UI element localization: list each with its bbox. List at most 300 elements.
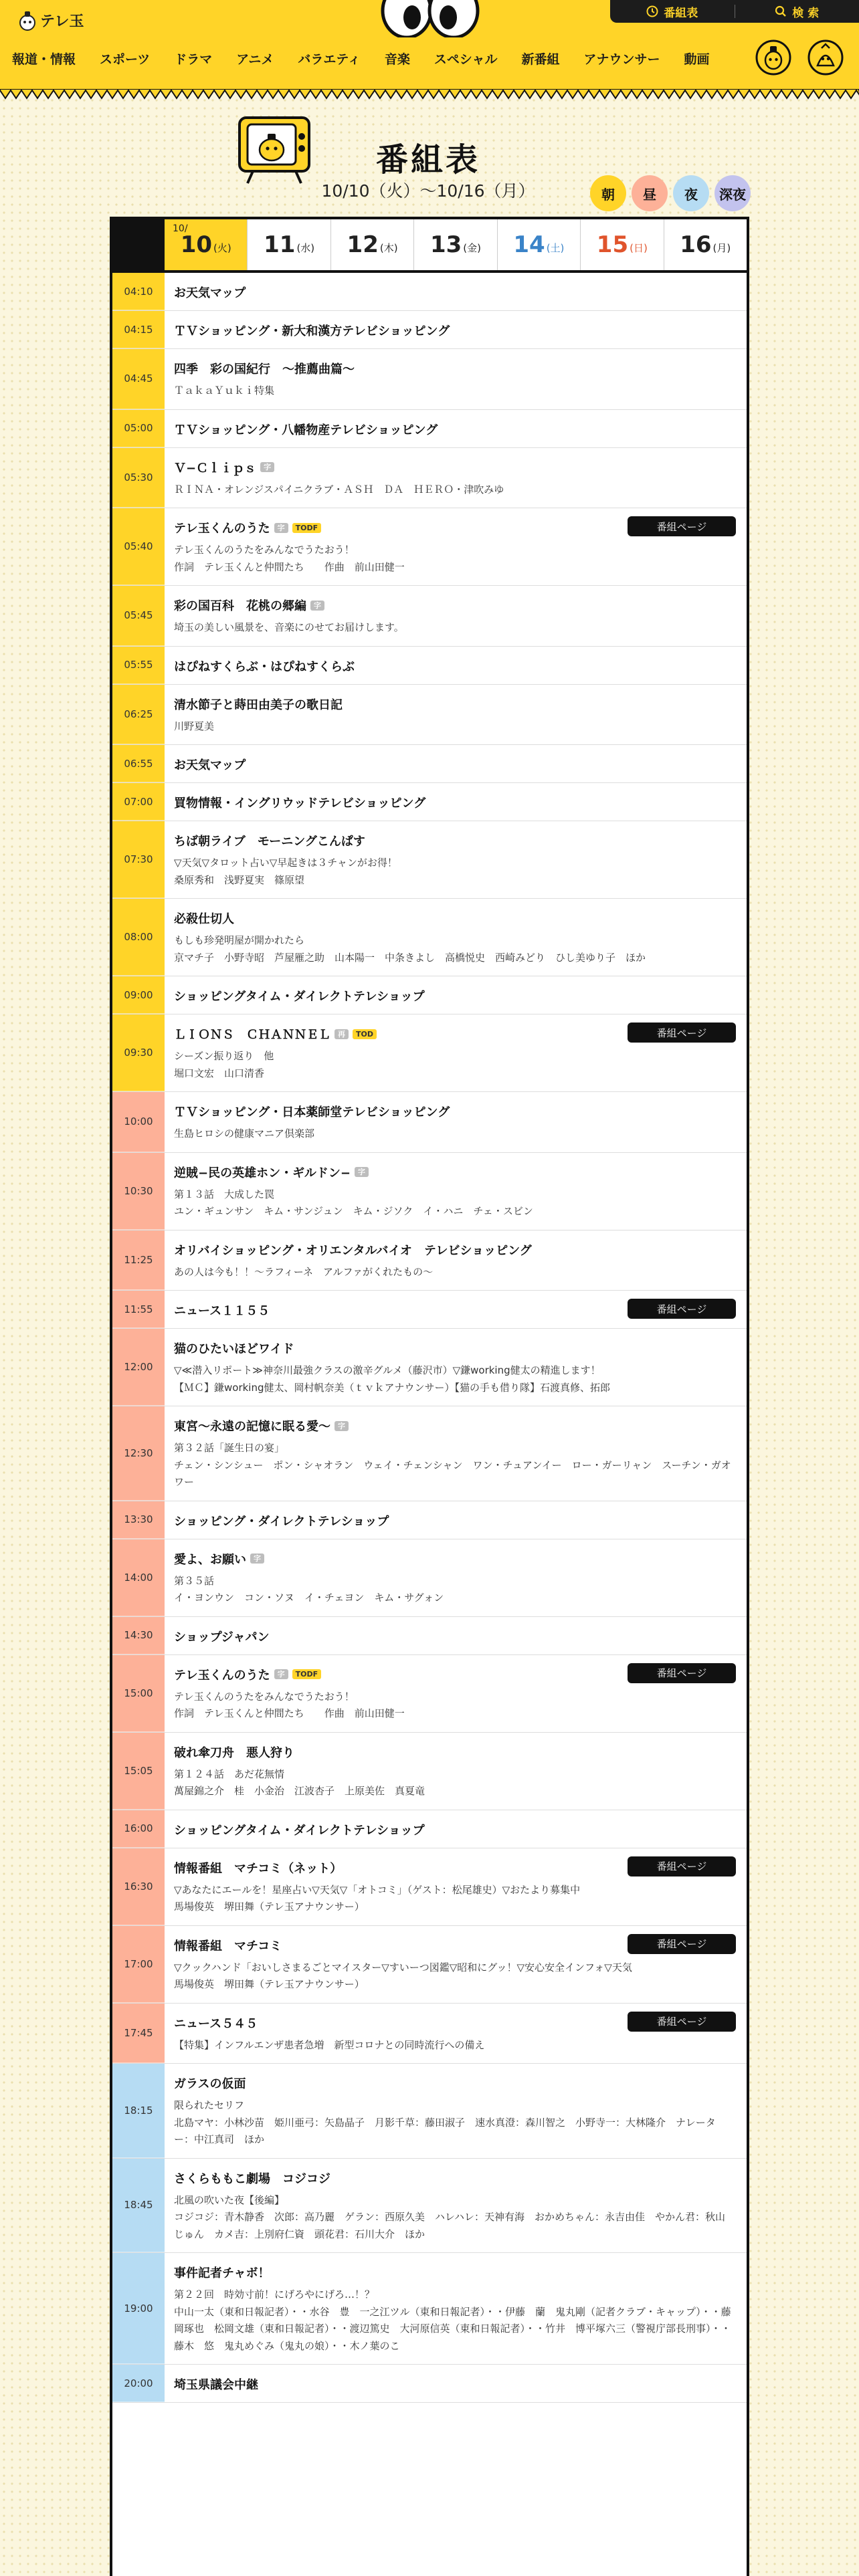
program-cell[interactable] <box>165 685 747 745</box>
program-title[interactable] <box>174 1550 735 1568</box>
day-tab-date: 14 <box>513 231 545 258</box>
day-tab-list <box>165 219 747 270</box>
program-cell[interactable] <box>165 745 747 782</box>
tv-mascot-illustration <box>235 114 313 186</box>
program-row <box>112 899 747 976</box>
day-tab-weekday: (土) <box>546 241 565 254</box>
program-cell[interactable] <box>165 311 747 348</box>
site-logo[interactable] <box>19 9 84 31</box>
program-title[interactable] <box>174 1103 735 1120</box>
program-cell[interactable] <box>165 1329 747 1406</box>
program-row <box>112 783 747 821</box>
program-title-text: ＴＶショッピング・新大和漢方テレビショッピング <box>174 324 450 338</box>
program-time: 10:30 <box>112 1153 165 1230</box>
program-title[interactable] <box>174 360 735 377</box>
program-row <box>112 1014 747 1092</box>
program-description-line: 馬場俊英 堺田舞（テレ玉アナウンサー） <box>174 1978 365 1990</box>
day-tab-date: 16 <box>680 231 712 258</box>
program-row <box>112 1092 747 1153</box>
program-badge: TODF <box>292 523 322 533</box>
program-time: 04:15 <box>112 311 165 348</box>
program-title-text: お天気マップ <box>174 758 246 772</box>
nav-news[interactable]: 報道・情報 <box>12 52 76 67</box>
program-row <box>112 1329 747 1406</box>
program-page-button[interactable]: 番組ページ <box>628 1299 736 1319</box>
program-time: 15:05 <box>112 1733 165 1810</box>
program-time: 09:00 <box>112 976 165 1014</box>
program-badge: 字 <box>274 523 288 533</box>
program-title-text: 情報番組 マチコミ <box>174 1939 282 1953</box>
day-tab-month: 10/ <box>173 223 188 234</box>
program-description-line: 馬場俊英 堺田舞（テレ玉アナウンサー） <box>174 1901 365 1913</box>
day-tab[interactable] <box>664 219 747 270</box>
program-description-line: 桑原秀和 浅野夏実 篠原望 <box>174 873 305 886</box>
program-description-line: 萬屋錦之介 桂 小金治 江波杏子 上原美佐 真夏竜 <box>174 1785 425 1797</box>
program-cell[interactable] <box>165 2365 747 2402</box>
mascot-badge-icon[interactable] <box>755 39 792 76</box>
program-cell[interactable] <box>165 1230 747 1291</box>
program-cell[interactable] <box>165 1406 747 1501</box>
program-row <box>112 349 747 410</box>
program-title[interactable] <box>174 909 735 927</box>
schedule-button-label: 番組表 <box>664 6 698 20</box>
time-period-legend <box>590 175 751 211</box>
program-title-text: 事件記者チャボ！ <box>174 2266 270 2280</box>
program-cell[interactable] <box>165 899 747 976</box>
program-row <box>112 2365 747 2403</box>
program-description-line: 中山一太（東和日報記者）・・水谷 豊 一之江ツル（東和日報記者）・・伊藤 蘭 鬼丸剛（記者クラブ・キャップ）・・藤岡琢也 松岡文雄（東和日報記者）・・渡辺篤史 大河原信英（東和日報記者）・・竹井 博平塚六三（警視庁部長刑事）・・藤木 悠 鬼丸めぐみ（鬼丸の娘）・・木ノ葉のこ <box>174 2305 731 2352</box>
program-title[interactable] <box>174 756 735 773</box>
program-page-button[interactable]: 番組ページ <box>628 2012 736 2032</box>
program-row <box>112 1733 747 1810</box>
program-title[interactable] <box>174 695 735 713</box>
program-description-line: もしも珍発明屋が開かれたら <box>174 934 305 946</box>
program-title-text: 東宮〜永遠の記憶に眠る愛〜 <box>174 1420 330 1434</box>
search-button-label: 検 索 <box>792 6 820 20</box>
program-badge: 再 <box>335 1029 349 1039</box>
program-title[interactable] <box>174 794 735 811</box>
program-description <box>174 2097 735 2149</box>
program-cell[interactable] <box>165 2159 747 2253</box>
program-time: 12:30 <box>112 1406 165 1501</box>
program-title-text: ガラスの仮面 <box>174 2077 246 2091</box>
program-cell[interactable] <box>165 349 747 409</box>
program-description <box>174 481 735 499</box>
program-title-text: テレ玉くんのうた <box>174 1668 270 1683</box>
program-title-text: 破れ傘刀舟 悪人狩り <box>174 1745 294 1760</box>
program-title[interactable] <box>174 284 735 301</box>
day-tab-date: 13 <box>430 231 462 258</box>
program-row <box>112 1848 747 1926</box>
nav-icon-group <box>755 39 844 76</box>
day-tab-date: 12 <box>347 231 379 258</box>
program-time: 04:10 <box>112 273 165 310</box>
program-description-line: 川野夏美 <box>174 720 215 732</box>
program-row <box>112 976 747 1014</box>
day-tab-date: 11 <box>264 231 296 258</box>
program-row <box>112 508 747 586</box>
program-description-line: 埼玉の美しい風景を、音楽にのせてお届けします。 <box>174 621 404 633</box>
program-title-text: ＴＶショッピング・日本薬師堂テレビショッピング <box>174 1105 450 1119</box>
program-badge: TODF <box>292 1669 322 1679</box>
nav-announcers[interactable]: アナウンサー <box>583 52 660 67</box>
program-description-line: 第３２話「誕生日の宴」 <box>174 1442 285 1454</box>
program-title-text: テレ玉くんのうた <box>174 522 270 536</box>
program-description <box>174 383 735 400</box>
program-title-text: 情報番組 マチコミ（ネット） <box>174 1861 343 1876</box>
program-description-line: 京マチ子 小野寺昭 芦屋雁之助 山本陽一 中条きよし 高橋悦史 西崎みどり ひし美ゆり子 ほか <box>174 951 646 964</box>
legend-late-night[interactable]: 深夜 <box>714 175 751 211</box>
program-cell[interactable] <box>165 1848 747 1925</box>
program-time: 05:45 <box>112 586 165 646</box>
program-title[interactable] <box>174 421 735 438</box>
program-cell[interactable] <box>165 1926 747 2003</box>
program-row <box>112 273 747 311</box>
program-description <box>174 619 735 637</box>
program-description-line: 作詞 テレ玉くんと仲間たち 作曲 前山田健一 <box>174 1707 405 1719</box>
program-description <box>174 1766 735 1800</box>
program-title-text: はぴねすくらぶ・はぴねすくらぶ <box>174 659 355 674</box>
day-tab-weekday: (木) <box>379 241 398 254</box>
program-cell[interactable] <box>165 976 747 1014</box>
program-row <box>112 2064 747 2159</box>
program-cell[interactable] <box>165 821 747 898</box>
program-title[interactable] <box>174 597 735 614</box>
program-description-line: テレ玉くんのうたをみんなでうたおう！ <box>174 1690 355 1703</box>
logo-mascot-icon <box>19 9 36 31</box>
program-time: 07:00 <box>112 783 165 821</box>
legend-daytime[interactable]: 昼 <box>632 175 668 211</box>
day-tabs-corner <box>112 219 165 270</box>
day-tab-weekday: (日) <box>630 241 648 254</box>
program-time: 16:30 <box>112 1848 165 1925</box>
program-description-line: 作詞 テレ玉くんと仲間たち 作曲 前山田健一 <box>174 560 405 573</box>
program-description <box>174 1689 735 1723</box>
program-title[interactable] <box>174 2169 735 2187</box>
program-title-text: 必殺仕切人 <box>174 912 234 926</box>
program-description <box>174 1440 735 1491</box>
program-time: 06:25 <box>112 685 165 745</box>
program-row <box>112 1153 747 1230</box>
program-title-text: ニュース１１５５ <box>174 1304 270 1318</box>
program-row <box>112 2004 747 2064</box>
program-badge: 字 <box>335 1421 349 1431</box>
program-title[interactable] <box>174 2375 735 2393</box>
program-page-button[interactable]: 番組ページ <box>628 1663 736 1683</box>
program-description <box>174 1882 735 1916</box>
program-row <box>112 685 747 746</box>
program-time: 09:30 <box>112 1014 165 1091</box>
program-cell[interactable] <box>165 1810 747 1848</box>
day-tab[interactable] <box>247 219 330 270</box>
program-title[interactable] <box>174 1164 735 1181</box>
program-title[interactable] <box>174 832 735 849</box>
program-description <box>174 1125 735 1143</box>
program-cell[interactable] <box>165 410 747 447</box>
program-time: 18:45 <box>112 2159 165 2253</box>
program-title-text: さくらももこ劇場 コジコジ <box>174 2171 330 2186</box>
program-title-text: お天気マップ <box>174 286 246 300</box>
program-title[interactable] <box>174 1417 735 1434</box>
day-tabs <box>112 219 747 273</box>
day-tab-weekday: (水) <box>296 241 315 254</box>
program-time: 08:00 <box>112 899 165 976</box>
day-tab[interactable] <box>497 219 580 270</box>
program-description-line: イ・ヨンウン コン・ソヌ イ・チェヨン キム・サグォン <box>174 1592 444 1604</box>
program-cell[interactable] <box>165 1092 747 1152</box>
program-row <box>112 2159 747 2254</box>
schedule-table <box>110 217 749 2576</box>
program-title-text: 愛よ、お願い <box>174 1552 246 1567</box>
program-time: 16:00 <box>112 1810 165 1848</box>
program-title[interactable] <box>174 1512 735 1529</box>
program-badge: 字 <box>260 462 274 472</box>
program-row <box>112 1501 747 1539</box>
legend-evening[interactable]: 夜 <box>673 175 709 211</box>
program-description <box>174 2192 735 2244</box>
program-row <box>112 1406 747 1501</box>
program-description <box>174 1264 735 1281</box>
program-badge: 字 <box>355 1167 369 1177</box>
day-tab[interactable] <box>165 219 247 270</box>
page-title: 番組表 <box>375 141 480 179</box>
schedule-button[interactable] <box>610 3 735 20</box>
program-description <box>174 1959 735 1994</box>
program-title[interactable] <box>174 459 735 476</box>
program-list <box>112 273 747 2403</box>
program-title[interactable] <box>174 1743 735 1761</box>
program-title[interactable] <box>174 1821 735 1838</box>
program-description-line: 生島ヒロシの健康マニア倶楽部 <box>174 1128 315 1140</box>
program-row <box>112 1655 747 1733</box>
program-description-line: シーズン振り返り 他 <box>174 1050 274 1062</box>
program-time: 12:00 <box>112 1329 165 1406</box>
program-title[interactable] <box>174 987 735 1004</box>
program-row <box>112 1230 747 1291</box>
program-time: 18:15 <box>112 2064 165 2158</box>
day-tab-weekday: (月) <box>712 241 731 254</box>
program-description-line: あの人は今も！！〜ラフィーネ アルファがくれたもの〜 <box>174 1265 434 1278</box>
program-description-line: 北風の吹いた夜【後編】 <box>174 2193 285 2206</box>
program-description-line: 第３５話 <box>174 1574 215 1587</box>
nav-special[interactable]: スペシャル <box>434 52 498 67</box>
program-row <box>112 586 747 647</box>
header-zigzag-border <box>0 89 859 101</box>
program-title[interactable] <box>174 2264 735 2281</box>
program-page-button[interactable]: 番組ページ <box>628 1856 736 1876</box>
program-row <box>112 448 747 509</box>
nav-sports[interactable]: スポーツ <box>100 52 151 67</box>
program-cell[interactable] <box>165 2064 747 2158</box>
program-description-line: 北島マヤ：小林沙苗 姫川亜弓：矢島晶子 月影千草：藤田淑子 速水真澄：森川智之 小野寺一：大林隆介 ナレーター：中江真司 ほか <box>174 2116 716 2145</box>
program-title-text: オリバイショッピング・オリエンタルバイオ テレビショッピング <box>174 1243 532 1258</box>
program-cell[interactable] <box>165 1153 747 1230</box>
program-row <box>112 745 747 783</box>
program-title[interactable] <box>174 1628 735 1645</box>
logo-text: テレ玉 <box>40 13 84 30</box>
program-description-line: ユン・ギュンサン キム・サンジュン キム・ジソク イ・ハニ チェ・スビン <box>174 1205 533 1217</box>
program-time: 10:00 <box>112 1092 165 1152</box>
program-title[interactable] <box>174 1241 735 1259</box>
program-description <box>174 1573 735 1607</box>
program-time: 17:00 <box>112 1926 165 2003</box>
nav-new-programs[interactable]: 新番組 <box>521 52 560 67</box>
day-tab-date: 10 <box>180 231 213 258</box>
program-cell[interactable] <box>165 508 747 585</box>
program-cell[interactable] <box>165 1539 747 1616</box>
program-cell[interactable] <box>165 1655 747 1732</box>
program-description-line: チェン・シンシュー ポン・シャオラン ウェイ・チェンシャン ワン・チュアンイー ロー・ガーリャン スーチン・ガオワー <box>174 1459 731 1488</box>
program-description-line: ▽天気▽タロット占い▽早起きは３チャンがお得！ <box>174 857 397 869</box>
program-page-button[interactable]: 番組ページ <box>628 1023 736 1043</box>
program-description-line: ＲＩＮＡ・オレンジスパイニクラブ・ＡＳＨ ＤＡ ＨＥＲＯ・津吹みゆ <box>174 483 504 496</box>
nav-anime[interactable]: アニメ <box>236 52 274 67</box>
program-title-text: ショッピング・ダイレクトテレショップ <box>174 1514 389 1529</box>
nav-variety[interactable]: バラエティ <box>298 52 361 67</box>
program-description-line: ▽≪潜入リポート≫神奈川最強クラスの激辛グルメ（藤沢市）▽鎌working健太の精進します！ <box>174 1364 601 1376</box>
program-cell[interactable] <box>165 647 747 684</box>
top-buttons <box>610 0 859 23</box>
nav-music[interactable]: 音楽 <box>384 52 410 67</box>
main-nav <box>12 49 734 68</box>
site-header <box>0 0 859 90</box>
program-description <box>174 718 735 736</box>
program-description-line: 【特集】インフルエンザ患者急増 新型コロナとの同時流行への備え <box>174 2038 485 2051</box>
day-tab[interactable] <box>413 219 496 270</box>
program-description-line: テレ玉くんのうたをみんなでうたおう！ <box>174 544 355 556</box>
program-time: 05:30 <box>112 448 165 508</box>
program-description <box>174 542 735 576</box>
program-title[interactable] <box>174 657 735 675</box>
program-badge: TOD <box>353 1029 377 1039</box>
program-time: 11:55 <box>112 1291 165 1328</box>
program-time: 05:00 <box>112 410 165 447</box>
program-description-line: コジコジ：青木静香 次郎：高乃麗 ゲラン：西原久美 ハレハレ：天神有海 おかめちゃん：永吉由佳 やかん君：秋山じゅん カメ吉：上別府仁資 頭花君：石川大介 ほか <box>174 2211 725 2240</box>
program-time: 13:30 <box>112 1501 165 1539</box>
program-description <box>174 1362 735 1396</box>
search-button[interactable] <box>735 3 859 20</box>
clock-icon <box>646 5 658 17</box>
program-row <box>112 1291 747 1329</box>
program-time: 06:55 <box>112 745 165 782</box>
program-title-text: ＬＩＯＮＳ ＣＨＡＮＮＥＬ <box>174 1028 330 1042</box>
program-row <box>112 1539 747 1617</box>
day-tab-date: 15 <box>596 231 629 258</box>
program-description-line: 【ＭＣ】鎌working健太、岡村帆奈美（ｔｖｋアナウンサー）【猫の手も借り隊】石渡真修、拓郎 <box>174 1381 610 1394</box>
program-title[interactable] <box>174 322 735 339</box>
program-time: 05:55 <box>112 647 165 684</box>
program-row <box>112 1617 747 1655</box>
program-title[interactable] <box>174 2074 735 2092</box>
program-description-line: 限られたセリフ <box>174 2099 245 2111</box>
program-description-line: ＴａｋａＹｕｋｉ特集 <box>174 385 275 397</box>
program-title-text: ちば朝ライブ モーニングこんぱす <box>174 835 365 849</box>
program-title-text: Ｖ−Ｃｌｉｐｓ <box>174 461 257 475</box>
program-time: 05:40 <box>112 508 165 585</box>
program-row <box>112 1810 747 1848</box>
program-time: 07:30 <box>112 821 165 898</box>
program-time: 17:45 <box>112 2004 165 2064</box>
program-title-text: 猫のひたいほどワイド <box>174 1342 294 1356</box>
day-tab-weekday: (火) <box>213 241 231 254</box>
program-cell[interactable] <box>165 2004 747 2064</box>
mascot-badge-alt-icon[interactable] <box>807 39 844 76</box>
program-description <box>174 855 735 889</box>
program-title-text: 清水節子と蒔田由美子の歌日記 <box>174 697 343 712</box>
program-title-text: 彩の国百科 花桃の郷編 <box>174 599 306 613</box>
program-title-text: ショッピングタイム・ダイレクトテレショップ <box>174 1823 425 1838</box>
program-cell[interactable] <box>165 273 747 310</box>
program-badge: 字 <box>274 1669 288 1679</box>
program-title-text: ＴＶショッピング・八幡物産テレビショッピング <box>174 423 438 437</box>
program-row <box>112 2253 747 2365</box>
program-cell[interactable] <box>165 2253 747 2364</box>
program-cell[interactable] <box>165 1501 747 1539</box>
day-tab[interactable] <box>330 219 413 270</box>
program-description-line: 第２２回 時効寸前！にげろやにげろ…！？ <box>174 2288 375 2300</box>
program-description-line: 堀口文宏 山口清香 <box>174 1067 265 1079</box>
program-title-text: ニュース５４５ <box>174 2016 258 2031</box>
program-row <box>112 1926 747 2004</box>
program-title[interactable] <box>174 1339 735 1357</box>
program-description-line: 第１２４話 あだ花無情 <box>174 1767 285 1780</box>
program-description-line: ▽クックハンド「おいしさまるごとマイスター▽すいーつ図鑑▽昭和にグッ！▽安心安全インフォ▽天気 <box>174 1961 632 1973</box>
program-row <box>112 647 747 685</box>
program-title-text: ショッピングタイム・ダイレクトテレショップ <box>174 990 425 1004</box>
program-title-text: ショップジャパン <box>174 1630 270 1644</box>
nav-drama[interactable]: ドラマ <box>174 52 213 67</box>
program-cell[interactable] <box>165 1014 747 1091</box>
search-icon <box>775 5 787 17</box>
program-row <box>112 311 747 349</box>
legend-morning[interactable]: 朝 <box>590 175 626 211</box>
program-time: 15:00 <box>112 1655 165 1732</box>
program-page-button[interactable]: 番組ページ <box>628 516 736 536</box>
day-tab-weekday: (金) <box>463 241 481 254</box>
program-time: 11:25 <box>112 1230 165 1291</box>
program-cell[interactable] <box>165 1617 747 1654</box>
mascot-eyes-icon <box>380 0 480 37</box>
program-cell[interactable] <box>165 1291 747 1328</box>
program-description <box>174 1186 735 1220</box>
program-time: 20:00 <box>112 2365 165 2402</box>
program-description <box>174 1048 735 1082</box>
program-title-text: 埼玉県議会中継 <box>174 2378 258 2392</box>
program-title-text: 四季 彩の国紀行 〜推薦曲篇〜 <box>174 362 355 377</box>
program-title-text: 買物情報・イングリウッドテレビショッピング <box>174 796 426 811</box>
program-time: 04:45 <box>112 349 165 409</box>
program-cell[interactable] <box>165 586 747 646</box>
program-title-text: 逆賊−民の英雄ホン・ギルドン− <box>174 1166 351 1180</box>
program-row <box>112 821 747 899</box>
program-time: 14:00 <box>112 1539 165 1616</box>
nav-videos[interactable]: 動画 <box>684 52 710 67</box>
program-cell[interactable] <box>165 448 747 508</box>
day-tab[interactable] <box>580 219 663 270</box>
program-cell[interactable] <box>165 783 747 821</box>
program-description-line: ▽あなたにエールを！星座占い▽天気▽「オトコミ」（ゲスト：松尾雄史）▽おたより募集中 <box>174 1883 581 1896</box>
program-row <box>112 410 747 448</box>
program-time: 19:00 <box>112 2253 165 2364</box>
program-description <box>174 2286 735 2355</box>
program-time: 14:30 <box>112 1617 165 1654</box>
program-description <box>174 2037 735 2054</box>
program-page-button[interactable]: 番組ページ <box>628 1934 736 1954</box>
program-description <box>174 932 735 966</box>
program-description-line: 第１３話 大成した罠 <box>174 1188 275 1200</box>
program-badge: 字 <box>310 601 324 611</box>
program-cell[interactable] <box>165 1733 747 1810</box>
